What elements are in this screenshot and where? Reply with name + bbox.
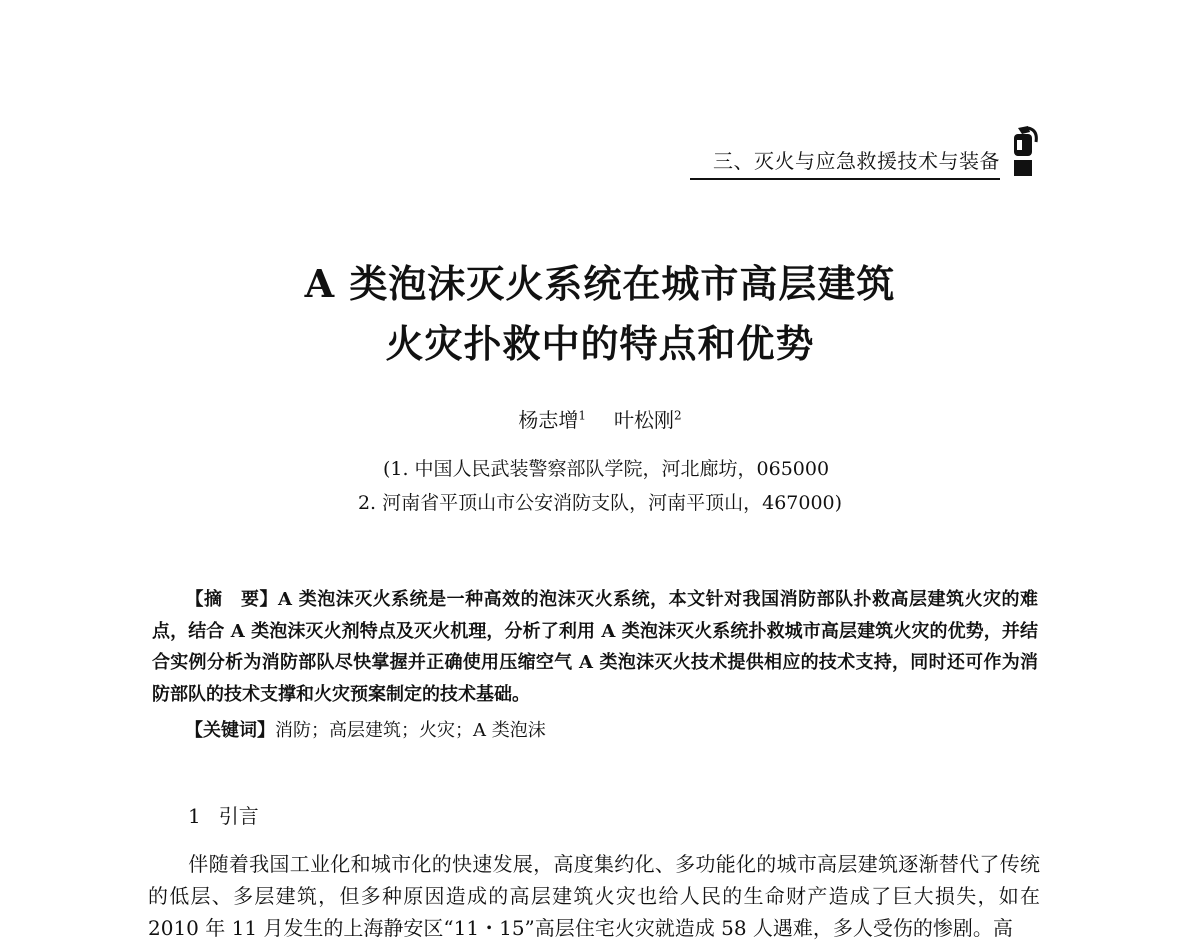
author-name: 叶松刚 bbox=[614, 408, 674, 432]
section-heading bbox=[188, 800, 259, 829]
running-header bbox=[690, 146, 1000, 180]
keywords bbox=[185, 716, 546, 742]
author-affil-mark: 1 bbox=[578, 408, 586, 423]
affiliation-1: (1. 中国人民武装警察部队学院，河北廊坊，065000 bbox=[382, 458, 830, 480]
abstract-label: 【摘 要】 bbox=[185, 589, 278, 610]
title-line-2: 火灾扑救中的特点和优势 bbox=[385, 321, 815, 366]
authors bbox=[0, 404, 1200, 433]
section-title: 引言 bbox=[218, 804, 259, 828]
abstract-text: A 类泡沫灭火系统是一种高效的泡沫灭火系统，本文针对我国消防部队扑救高层建筑火灾的难点，结合 A 类泡沫灭火剂特点及灭火机理，分析了利用 A 类泡沫灭火系统扑救城市高层建筑火灾的优势，并结合实例分析为消防部队尽快掌握并正确使用压缩空气 A 类泡沫灭火技术提供相应的技术支持，同时还可作为消防部队的技术支撑和火灾预案制定的技术基础。 bbox=[152, 589, 1039, 705]
keywords-text: 消防；高层建筑；火灾；A 类泡沫 bbox=[275, 720, 546, 741]
title-line-1: A 类泡沫灭火系统在城市高层建筑 bbox=[304, 261, 896, 306]
author-name: 杨志增 bbox=[518, 408, 579, 432]
body-paragraph-text: 伴随着我国工业化和城市化的快速发展，高度集约化、多功能化的城市高层建筑逐渐替代了传统的低层、多层建筑，但多种原因造成的高层建筑火灾也给人民的生命财产造成了巨大损失，如在 2010 年 11 月发生的上海静安区“11・15”高层住宅火灾就造成 58 人遇难，多人受伤的惨剧。高 bbox=[148, 852, 1040, 940]
running-header-text: 三、灭火与应急救援技术与装备 bbox=[713, 149, 1000, 173]
section-number: 1 bbox=[188, 804, 201, 828]
author-affil-mark: 2 bbox=[674, 408, 682, 423]
keywords-label: 【关键词】 bbox=[185, 720, 275, 741]
affiliation-2: 2. 河南省平顶山市公安消防支队，河南平顶山，467000) bbox=[357, 492, 843, 514]
abstract bbox=[152, 584, 1038, 710]
paper-title bbox=[0, 254, 1200, 374]
fire-extinguisher-icon bbox=[1004, 124, 1044, 182]
body-paragraph bbox=[148, 848, 1040, 944]
